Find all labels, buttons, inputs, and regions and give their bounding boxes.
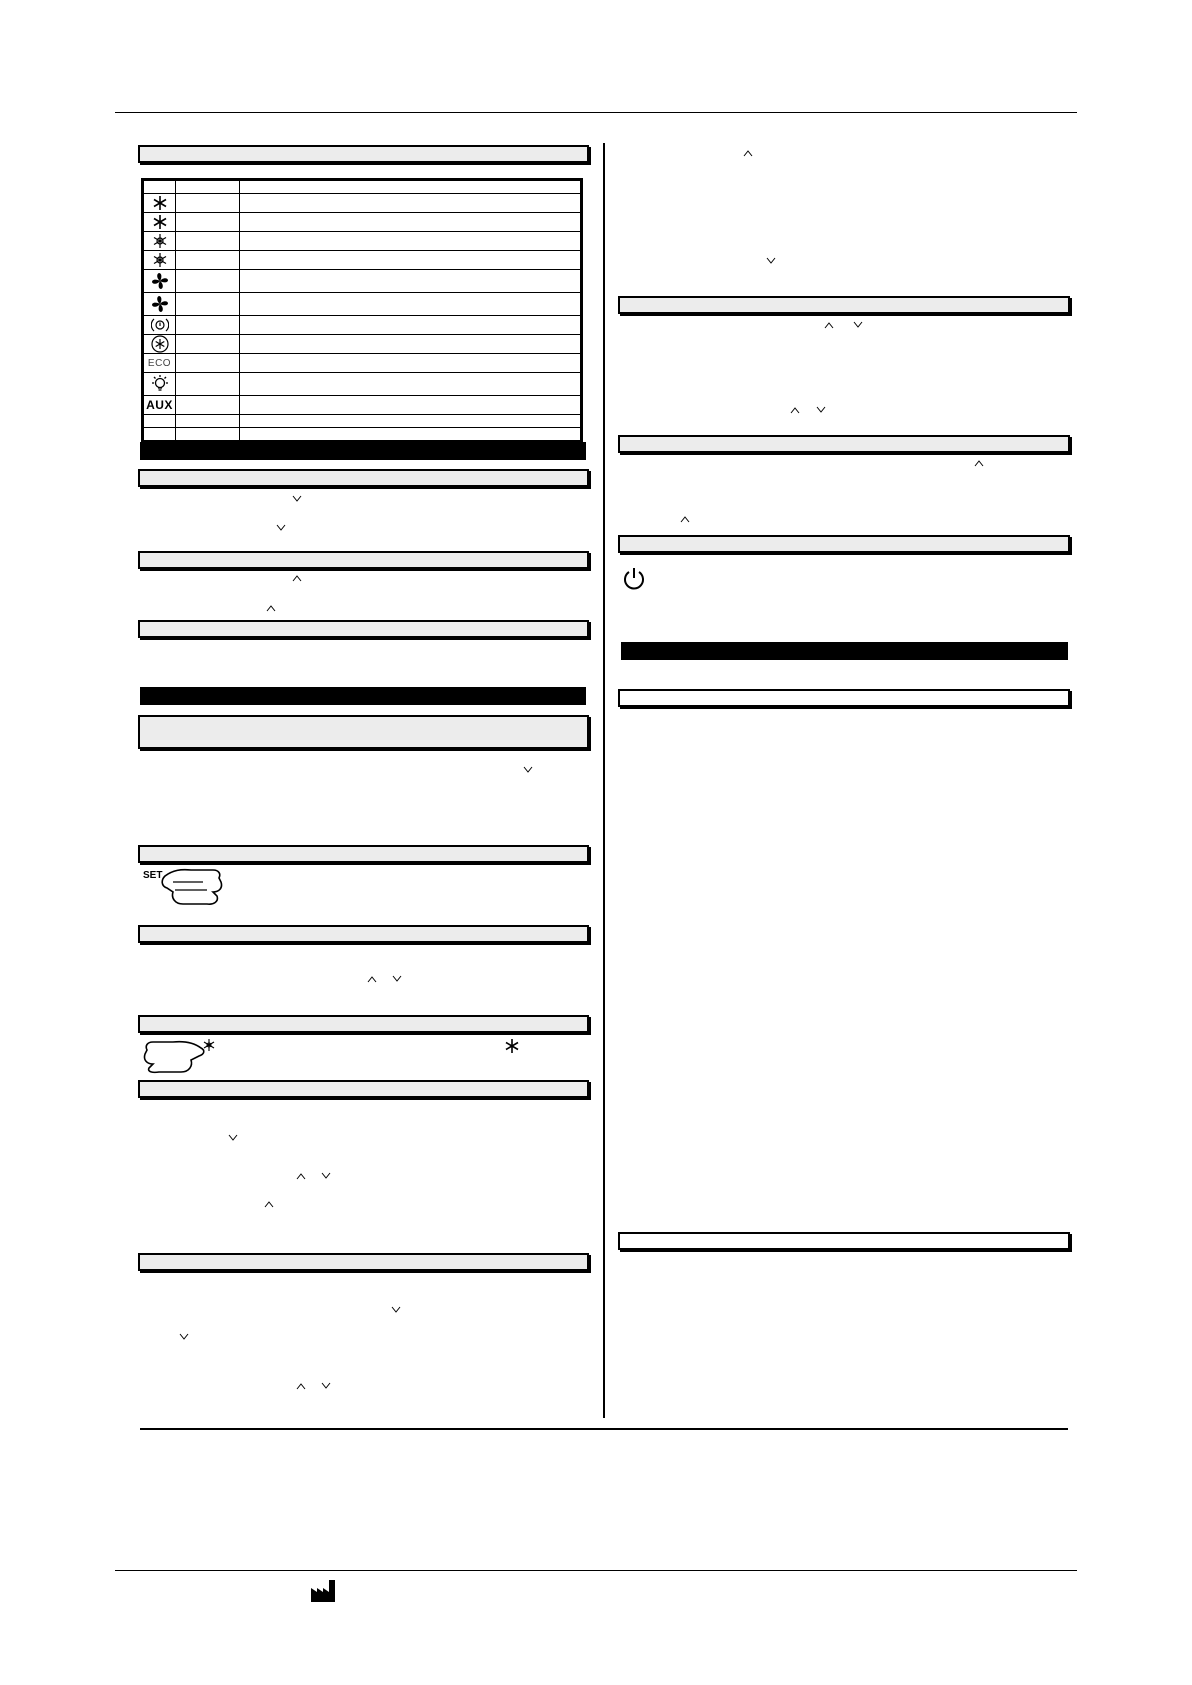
up-arrow-icon: [263, 1199, 275, 1209]
section-bar: [618, 535, 1070, 553]
compressor-snowflake-icon: [152, 195, 168, 211]
bottom-content-rule: [140, 1428, 1068, 1430]
footer-rule: [115, 1570, 1077, 1571]
table-row: [143, 335, 582, 354]
section-bar: [138, 620, 589, 638]
column-divider: [603, 143, 605, 1418]
up-arrow-icon: [742, 148, 754, 158]
section-bar-icons: [138, 145, 589, 163]
section-bar: [138, 551, 589, 569]
light-icon: [150, 374, 170, 394]
table-row: [143, 354, 582, 373]
down-arrow-icon: [391, 974, 403, 984]
up-arrow-icon: [291, 573, 303, 583]
power-icon: [622, 566, 646, 590]
set-key-press-icon: [143, 866, 225, 906]
icons-table: [141, 178, 583, 443]
alarm-icon: [151, 317, 169, 333]
header-rule: [115, 112, 1077, 113]
down-arrow-icon: [320, 1381, 332, 1391]
compressor-snowflake-icon: [152, 214, 168, 230]
fan-icon: [151, 295, 169, 313]
table-row: [143, 415, 582, 428]
table-row: [143, 251, 582, 270]
black-section-bar-2: [140, 687, 586, 705]
down-arrow-icon: [275, 523, 287, 533]
section-bar-tall: [138, 715, 589, 749]
section-bar: [138, 469, 589, 487]
table-row: [143, 270, 582, 293]
fan-icon: [151, 272, 169, 290]
up-arrow-icon: [295, 1171, 307, 1181]
manufacturer-icon: [311, 1580, 337, 1602]
down-arrow-icon: [765, 256, 777, 266]
black-section-bar-3: [621, 642, 1068, 660]
section-bar-empty: [618, 689, 1070, 707]
section-bar: [138, 845, 589, 863]
defrost-icon: [152, 233, 168, 249]
table-row: [143, 232, 582, 251]
section-bar: [138, 1015, 589, 1033]
table-row: [143, 373, 582, 396]
eco-icon: ECO: [147, 357, 172, 369]
down-arrow-icon: [291, 494, 303, 504]
down-arrow-icon: [522, 765, 534, 775]
snowflake-icon: [504, 1038, 520, 1059]
up-arrow-icon: [295, 1381, 307, 1391]
table-header-row: [143, 180, 582, 194]
section-bar-empty: [618, 1232, 1070, 1250]
continuous-cycle-icon: [151, 335, 169, 353]
table-row: [143, 428, 582, 442]
table-row: [143, 293, 582, 316]
section-bar: [618, 296, 1070, 314]
table-row: [143, 316, 582, 335]
down-arrow-icon: [390, 1305, 402, 1315]
section-bar: [138, 925, 589, 943]
down-arrow-icon: [815, 405, 827, 415]
table-row: [143, 213, 582, 232]
down-arrow-icon: [178, 1332, 190, 1342]
section-bar: [618, 435, 1070, 453]
defrost-icon: [152, 252, 168, 268]
svg-text:SET: SET: [143, 870, 163, 881]
section-bar: [138, 1253, 589, 1271]
down-arrow-icon: [852, 320, 864, 330]
up-arrow-icon: [789, 405, 801, 415]
down-arrow-icon: [227, 1133, 239, 1143]
up-arrow-icon: [265, 603, 277, 613]
section-bar: [138, 1080, 589, 1098]
down-arrow-icon: [320, 1171, 332, 1181]
hand-press-snowflake-icon: [141, 1036, 217, 1074]
up-arrow-icon: [366, 974, 378, 984]
up-arrow-icon: [823, 320, 835, 330]
table-row: [143, 194, 582, 213]
up-arrow-icon: [973, 458, 985, 468]
aux-icon: AUX: [146, 398, 173, 412]
up-arrow-icon: [679, 514, 691, 524]
table-row: [143, 396, 582, 415]
black-section-bar-1: [140, 442, 586, 460]
